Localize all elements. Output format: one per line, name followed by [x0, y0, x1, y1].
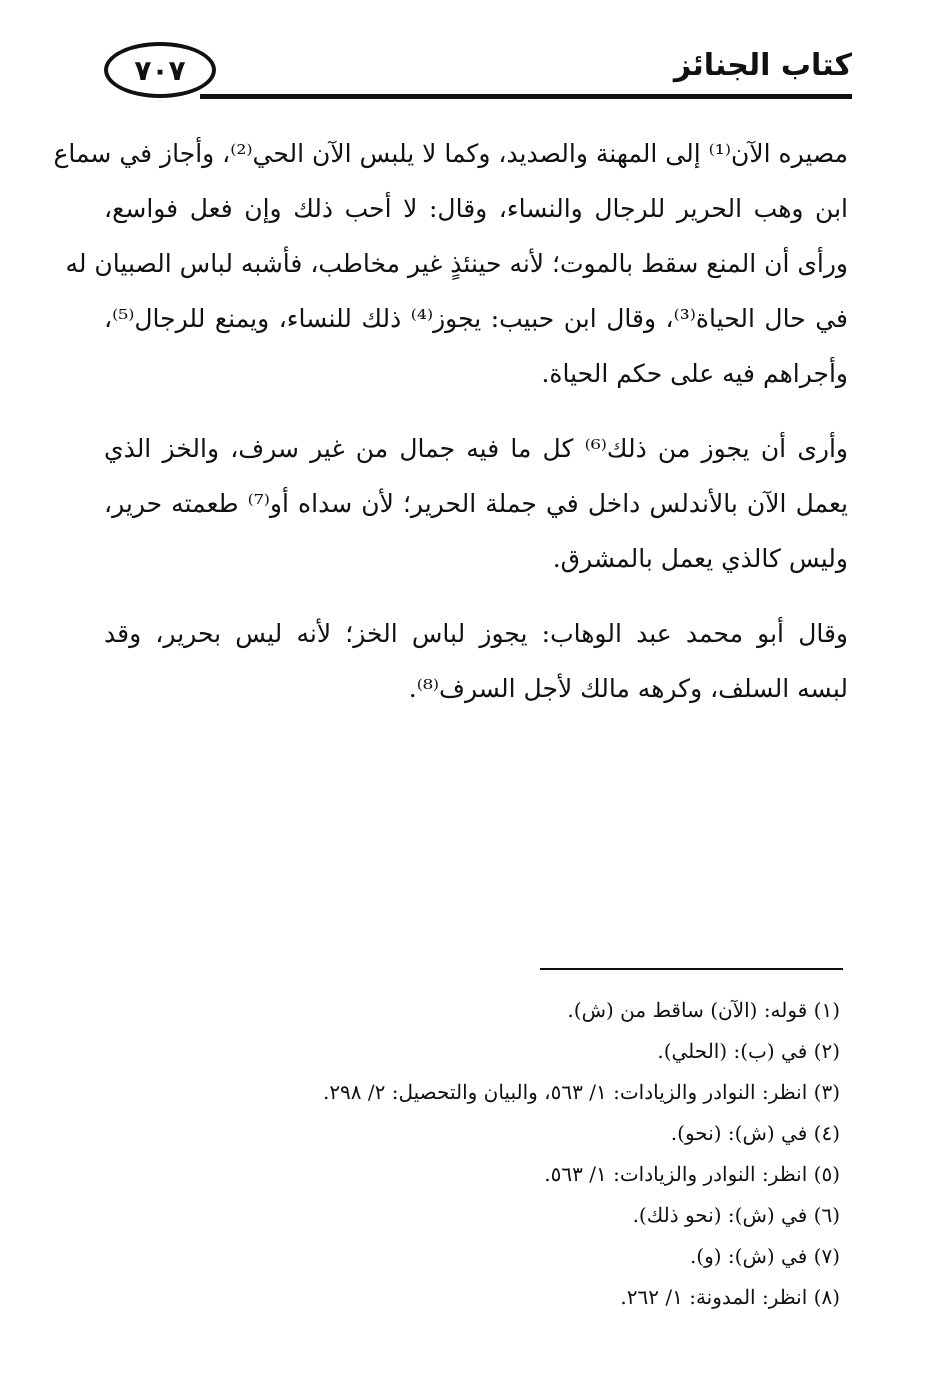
paragraph — [53, 126, 848, 401]
body-text — [53, 126, 848, 736]
text-line: وأرى أن يجوز من ذلك⁽⁶⁾ كل ما فيه جمال من غير سرف، والخز الذي — [104, 434, 848, 463]
footnote-separator — [540, 968, 843, 970]
footnote: (٨) انظر: المدونة: ١/ ٢٦٢. — [620, 1285, 840, 1309]
text-line: وأجراهم فيه على حكم الحياة. — [541, 359, 848, 388]
text-line: ابن وهب الحرير للرجال والنساء، وقال: لا أحب ذلك وإن فعل فواسع، — [104, 194, 848, 223]
footnote: (٤) في (ش): (نحو). — [670, 1121, 840, 1145]
book-title: كتاب الجنائز — [673, 48, 852, 83]
text-line: وقال أبو محمد عبد الوهاب: يجوز لباس الخز؛ لأنه ليس بحرير، وقد — [104, 619, 848, 648]
page-number: ٧٠٧ — [134, 53, 186, 87]
paragraph — [104, 421, 848, 586]
footnote: (٦) في (ش): (نحو ذلك). — [632, 1203, 840, 1227]
header-rule — [200, 94, 852, 99]
footnote: (١) قوله: (الآن) ساقط من (ش). — [567, 998, 840, 1022]
text-line: لبسه السلف، وكرهه مالك لأجل السرف⁽⁸⁾. — [408, 674, 848, 703]
footnote: (٥) انظر: النوادر والزيادات: ١/ ٥٦٣. — [544, 1162, 840, 1186]
footnote: (٢) في (ب): (الحلي). — [657, 1039, 840, 1063]
text-line: يعمل الآن بالأندلس داخل في جملة الحرير؛ لأن سداه أو⁽⁷⁾ طعمته حرير، — [104, 489, 848, 518]
footnote: (٧) في (ش): (و). — [689, 1244, 840, 1268]
page-number-badge — [104, 42, 216, 98]
text-line: مصيره الآن⁽¹⁾ إلى المهنة والصديد، وكما لا يلبس الآن الحي⁽²⁾، وأجاز في سماع — [53, 139, 848, 168]
text-line: وليس كالذي يعمل بالمشرق. — [552, 544, 848, 573]
footnotes-list — [200, 990, 840, 1318]
text-line: ورأى أن المنع سقط بالموت؛ لأنه حينئذٍ غير مخاطب، فأشبه لباس الصبيان له — [65, 249, 848, 278]
footnote: (٣) انظر: النوادر والزيادات: ١/ ٥٦٣، والبيان والتحصيل: ٢/ ٢٩٨. — [322, 1080, 840, 1104]
paragraph — [104, 606, 848, 716]
page-header — [100, 36, 852, 106]
text-line: في حال الحياة⁽³⁾، وقال ابن حبيب: يجوز⁽⁴⁾ ذلك للنساء، ويمنع للرجال⁽⁵⁾، — [104, 304, 848, 333]
